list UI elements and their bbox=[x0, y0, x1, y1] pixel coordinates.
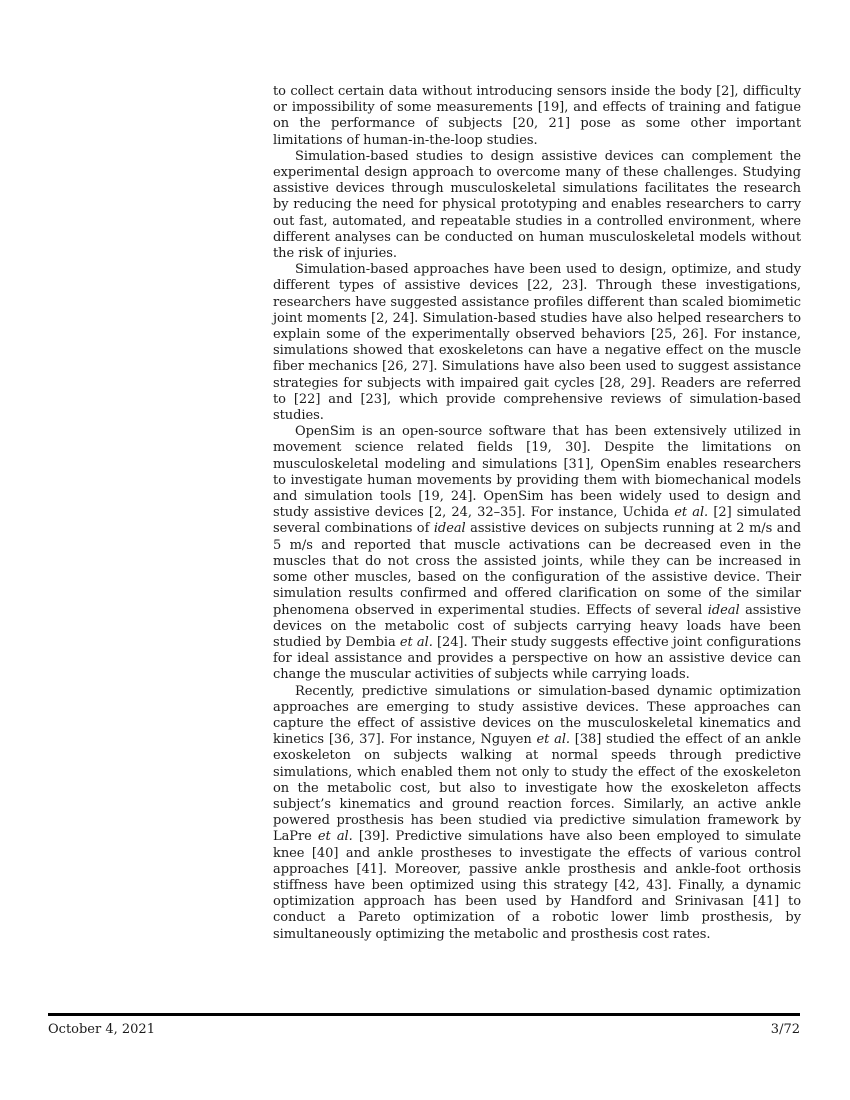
paragraph bbox=[273, 424, 801, 683]
italic-run: et al. bbox=[536, 732, 571, 748]
page-number: 3/72 bbox=[770, 1022, 800, 1037]
text-run: [24]. Their study suggests effective joint configurations for ideal assistance and provides a perspective on how an assistive device can change the muscular activities of subjects while carrying loads. bbox=[273, 634, 801, 683]
text-run: Simulation-based studies to design assistive devices can complement the experimental design approach to overcome many of these challenges. Studying assistive devices through musculoskeletal simulations facilitates the research by reducing the need for physical prototyping and enables researchers to carry out fast, automated, and repeatable studies in a controlled environment, where different analyses can be conducted on human musculoskeletal models without the risk of injuries. bbox=[273, 148, 801, 262]
paragraph bbox=[273, 84, 801, 149]
text-run: [2] simulated several combinations of bbox=[273, 505, 801, 537]
italic-run: ideal bbox=[707, 602, 740, 618]
footer-date: October 4, 2021 bbox=[48, 1022, 155, 1037]
paragraph bbox=[273, 149, 801, 262]
text-run: Simulation-based approaches have been used to design, optimize, and study different types of assistive devices [22, 23]. Through these investigations, researchers have suggested assistance profiles different than scaled biomimetic joint moments [2, 24]. Simulation-based studies have also helped researchers to explain some of the experimentally observed behaviors [25, 26]. For instance, simulations showed that exoskeletons can have a negative effect on the muscle fiber mechanics [26, 27]. Simulations have also been used to suggest assistance strategies for subjects with impaired gait cycles [28, 29]. Readers are referred to [22] and [23], which provide comprehensive reviews of simulation-based studies. bbox=[273, 262, 801, 424]
text-run: to collect certain data without introducing sensors inside the body [2], difficulty or impossibility of some measurements [19], and effects of training and fatigue on the performance of subjects [20, 21] pose as some other important limitations of human-in-the-loop studies. bbox=[273, 84, 801, 148]
text-run: [39]. Predictive simulations have also been employed to simulate knee [40] and ankle prostheses to investigate the effects of various control approaches [41]. Moreover, passive ankle prosthesis and ankle-foot orthosis stiffness have been optimized using this strategy [42, 43]. Finally, a dynamic optimization approach has been used by Handford and Srinivasan [41] to conduct a Pareto optimization of a robotic lower limb prosthesis, by simultaneously optimizing the metabolic and prosthesis cost rates. bbox=[273, 829, 802, 942]
italic-run: et al. bbox=[399, 634, 433, 650]
italic-run: ideal bbox=[433, 521, 466, 537]
italic-run: et al. bbox=[317, 829, 353, 845]
paragraph bbox=[273, 262, 801, 424]
text-run: assistive devices on the metabolic cost of subjects carrying heavy loads have been studied by Dembia bbox=[273, 602, 801, 650]
footer-rule bbox=[48, 1013, 800, 1016]
text-run: OpenSim is an open-source software that has been extensively utilized in movement science related fields [19, 30]. Despite the limitations on musculoskeletal modeling and simulations [31], OpenSim enables researchers to investigate human movements by providing them with biomechanical models and simulation tools [19, 24]. OpenSim has been widely used to design and study assistive devices [2, 24, 32–35]. For instance, Uchida bbox=[273, 424, 801, 521]
text-run: Recently, predictive simulations or simulation-based dynamic optimization approaches are emerging to study assistive devices. These approaches can capture the effect of assistive devices on the musculoskeletal kinematics and kinetics [36, 37]. For instance, Nguyen bbox=[273, 683, 801, 748]
text-run: assistive devices on subjects running at 2 m/s and 5 m/s and reported that muscle activations can be decreased even in the muscles that do not cross the assisted joints, while they can be increased in some other muscles, based on the configuration of the assistive device. Their simulation results confirmed and offered clarification on some of the similar phenomena observed in experimental studies. Effects of several bbox=[273, 521, 801, 618]
body-text bbox=[273, 84, 801, 943]
paragraph bbox=[273, 684, 801, 943]
text-run: [38] studied the effect of an ankle exoskeleton on subjects walking at normal speeds through predictive simulations, which enabled them not only to study the effect of the exoskeleton on the metabolic cost, but also to investigate how the exoskeleton affects subject’s kinematics and ground reaction forces. Similarly, an active ankle powered prosthesis has been studied via predictive simulation framework by LaPre bbox=[273, 732, 802, 845]
italic-run: et al. bbox=[674, 505, 709, 521]
